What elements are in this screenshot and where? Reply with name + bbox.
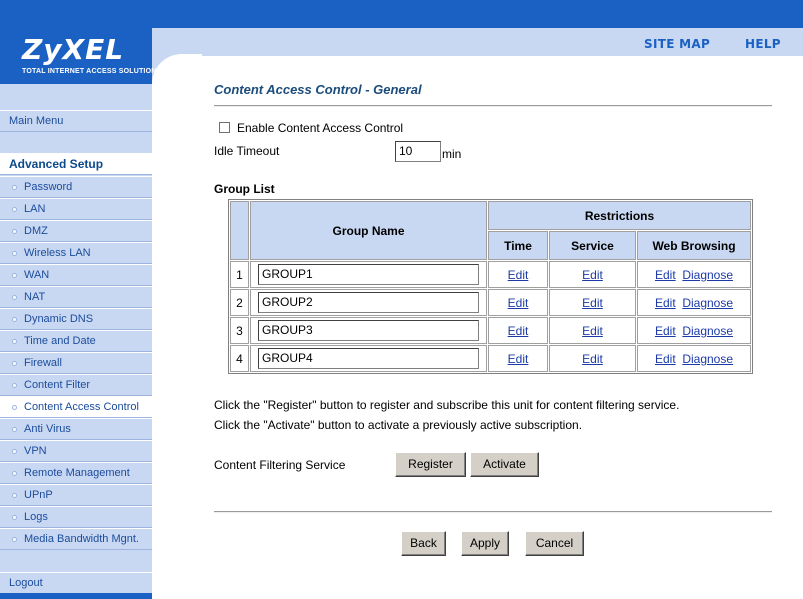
sidebar-item-anti-virus[interactable] <box>0 418 152 440</box>
apply-button[interactable]: Apply <box>461 531 509 556</box>
radio-bullet-icon <box>12 273 17 278</box>
idle-timeout-input[interactable]: 10 <box>395 141 441 162</box>
sidebar-item-label: Time and Date <box>24 335 96 347</box>
sidebar-section-advanced-setup: Advanced Setup <box>0 153 152 175</box>
sidebar-item-logs[interactable] <box>0 506 152 528</box>
sidebar-item-content-filter[interactable] <box>0 374 152 396</box>
table-row <box>230 317 751 344</box>
web-browsing-header: Web Browsing <box>637 231 751 260</box>
cfs-label: Content Filtering Service <box>214 458 346 472</box>
sidebar-item-media-bandwidth-mgnt[interactable] <box>0 528 152 550</box>
sidebar-item-label: VPN <box>24 445 47 457</box>
sidebar-item-label: DMZ <box>24 225 48 237</box>
service-header: Service <box>549 231 636 260</box>
enable-label: Enable Content Access Control <box>237 121 404 135</box>
activate-button[interactable]: Activate <box>470 452 539 477</box>
time-edit-link[interactable]: Edit <box>507 295 529 310</box>
enable-checkbox[interactable] <box>219 122 230 133</box>
radio-bullet-icon <box>12 471 17 476</box>
sidebar-item-label: Password <box>24 181 73 193</box>
divider-bottom <box>214 511 772 513</box>
top-banner <box>0 0 803 28</box>
sidebar-item-time-and-date[interactable] <box>0 330 152 352</box>
sidebar-item-content-access-control[interactable] <box>0 396 152 418</box>
logo-subtitle: TOTAL INTERNET ACCESS SOLUTION <box>22 68 157 75</box>
sidebar-logout[interactable]: Logout <box>0 572 152 594</box>
web-edit-link[interactable]: Edit <box>654 267 676 282</box>
site-map-link[interactable]: SITE MAP <box>644 37 711 51</box>
radio-bullet-icon <box>12 361 17 366</box>
row-number: 3 <box>230 317 249 344</box>
group-list-label: Group List <box>214 182 275 196</box>
table-row <box>230 289 751 316</box>
row-number: 1 <box>230 261 249 288</box>
sidebar-item-dynamic-dns[interactable] <box>0 308 152 330</box>
web-edit-link[interactable]: Edit <box>654 323 676 338</box>
radio-bullet-icon <box>12 405 17 410</box>
sidebar-item-label: Anti Virus <box>24 423 71 435</box>
page-title: Content Access Control - General <box>214 82 422 97</box>
service-edit-link[interactable]: Edit <box>582 295 603 310</box>
sidebar-item-dmz[interactable] <box>0 220 152 242</box>
divider <box>214 105 772 107</box>
table-row <box>230 261 751 288</box>
register-button[interactable]: Register <box>395 452 466 477</box>
register-note: Click the "Register" button to register and subscribe this unit for content filtering service. <box>214 398 680 412</box>
sidebar-item-label: Media Bandwidth Mgnt. <box>24 533 139 545</box>
group-name-input[interactable]: GROUP2 <box>258 292 479 313</box>
time-header: Time <box>488 231 548 260</box>
back-button[interactable]: Back <box>401 531 446 556</box>
sidebar-item-label: Firewall <box>24 357 62 369</box>
idle-timeout-unit: min <box>442 147 462 161</box>
sidebar-item-label: WAN <box>24 269 50 281</box>
sidebar-item-password[interactable] <box>0 176 152 198</box>
sidebar-main-menu[interactable]: Main Menu <box>0 110 152 132</box>
sidebar-item-label: UPnP <box>24 489 53 501</box>
help-link[interactable]: HELP <box>745 37 781 51</box>
group-list-table <box>228 199 753 374</box>
radio-bullet-icon <box>12 339 17 344</box>
group-name-input[interactable]: GROUP1 <box>258 264 479 285</box>
radio-bullet-icon <box>12 427 17 432</box>
web-edit-link[interactable]: Edit <box>654 351 676 366</box>
service-edit-link[interactable]: Edit <box>582 351 603 366</box>
idle-timeout-label: Idle Timeout <box>214 144 280 158</box>
time-edit-link[interactable]: Edit <box>507 323 529 338</box>
sidebar-item-upnp[interactable] <box>0 484 152 506</box>
diagnose-link[interactable]: Diagnose <box>682 323 734 338</box>
diagnose-link[interactable]: Diagnose <box>682 295 734 310</box>
sidebar-item-label: Dynamic DNS <box>24 313 94 325</box>
activate-note: Click the "Activate" button to activate a previously active subscription. <box>214 418 583 432</box>
radio-bullet-icon <box>12 493 17 498</box>
sidebar-item-nat[interactable] <box>0 286 152 308</box>
radio-bullet-icon <box>12 317 17 322</box>
sidebar-item-label: Logs <box>24 511 48 523</box>
table-row <box>230 345 751 372</box>
sidebar-item-firewall[interactable] <box>0 352 152 374</box>
sidebar-item-vpn[interactable] <box>0 440 152 462</box>
time-edit-link[interactable]: Edit <box>507 267 529 282</box>
radio-bullet-icon <box>12 383 17 388</box>
sidebar-item-label: LAN <box>24 203 46 215</box>
sidebar-item-label: Content Access Control <box>24 401 139 413</box>
radio-bullet-icon <box>12 537 17 542</box>
logo-text: ZyXEL <box>22 33 125 66</box>
sidebar-item-label: Wireless LAN <box>24 247 91 259</box>
sidebar-item-label: NAT <box>24 291 46 303</box>
sidebar-item-wireless-lan[interactable] <box>0 242 152 264</box>
service-edit-link[interactable]: Edit <box>582 323 603 338</box>
group-name-input[interactable]: GROUP4 <box>258 348 479 369</box>
radio-bullet-icon <box>12 185 17 190</box>
row-number: 2 <box>230 289 249 316</box>
radio-bullet-icon <box>12 515 17 520</box>
radio-bullet-icon <box>12 295 17 300</box>
cancel-button[interactable]: Cancel <box>525 531 584 556</box>
restrictions-header: Restrictions <box>488 201 751 230</box>
group-name-input[interactable]: GROUP3 <box>258 320 479 341</box>
sidebar-item-wan[interactable] <box>0 264 152 286</box>
sidebar-item-remote-management[interactable] <box>0 462 152 484</box>
sidebar-item-label: Content Filter <box>24 379 91 391</box>
diagnose-link[interactable]: Diagnose <box>682 267 734 282</box>
diagnose-link[interactable]: Diagnose <box>682 351 734 366</box>
radio-bullet-icon <box>12 207 17 212</box>
sidebar-item-label: Remote Management <box>24 467 130 479</box>
service-edit-link[interactable]: Edit <box>582 267 603 282</box>
sidebar-item-lan[interactable] <box>0 198 152 220</box>
radio-bullet-icon <box>12 449 17 454</box>
web-edit-link[interactable]: Edit <box>654 295 676 310</box>
radio-bullet-icon <box>12 229 17 234</box>
group-name-header: Group Name <box>250 201 487 260</box>
row-number: 4 <box>230 345 249 372</box>
time-edit-link[interactable]: Edit <box>507 351 529 366</box>
radio-bullet-icon <box>12 251 17 256</box>
